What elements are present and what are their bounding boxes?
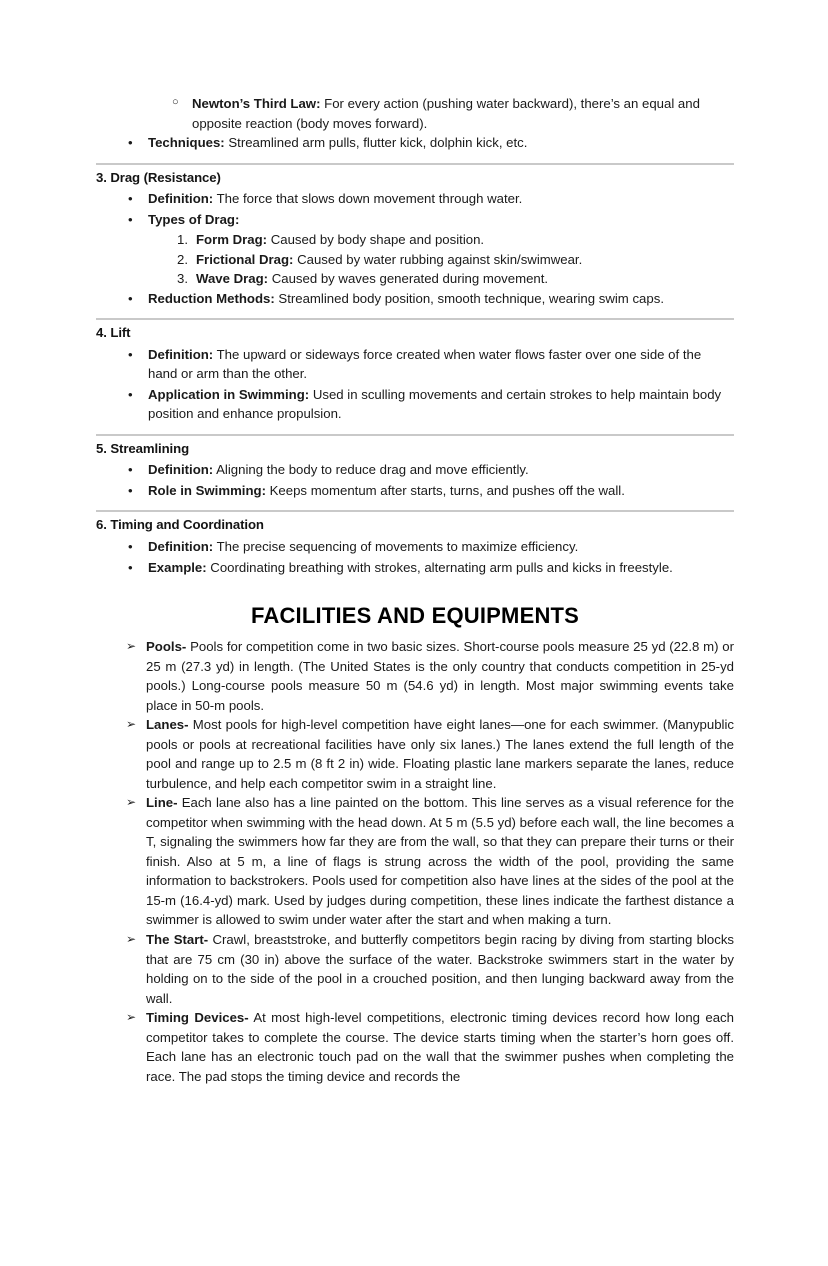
page-title: FACILITIES AND EQUIPMENTS [250, 603, 580, 629]
disc-bullet-icon: • [128, 462, 133, 478]
list-item [96, 481, 734, 501]
top-bullet-list [96, 133, 734, 153]
item-text: Each lane also has a line painted on the bottom. This line serves as a visual reference for the competitor when swimming with the head down. At 5 m (5.5 yd) before each wall, the line becomes a T, signaling the swimmers how far they are from the wall, so that they can prepare their turns or their finish. Also at 5 m, a line of flags is strung across the width of the pool, providing the same information to backstrokers. Pools used for competition also have lines at the sides of the pool at the 15-m (16.4-yd) mark. Used by judges during competition, these lines indicate the farthest distance a swimmer is allowed to swim under water after the start and when making a turn. [146, 795, 734, 928]
numbered-sublist [96, 230, 734, 289]
item-text: Streamlined body position, smooth technique, wearing swim caps. [274, 290, 664, 306]
list-item [96, 230, 734, 250]
item-text: Aligning the body to reduce drag and move efficiently. [213, 462, 529, 478]
item-text: For every action (pushing water backward), there’s an equal and opposite reaction (body moves forward). [192, 96, 700, 131]
arrow-bullet-icon: ➢ [126, 717, 137, 732]
section-bullet-list [96, 189, 734, 229]
section-bullet-list-cont [96, 289, 734, 309]
list-item [96, 210, 734, 230]
section-bullet-list [96, 460, 734, 500]
page-content [96, 94, 734, 1086]
circle-bullet-icon: ○ [172, 96, 179, 108]
list-item [96, 345, 734, 384]
list-item [96, 460, 734, 480]
disc-bullet-icon: • [128, 386, 133, 402]
list-number: 3. [177, 271, 188, 287]
item-label: Newton’s Third Law: [192, 96, 321, 111]
arrow-bullet-icon: ➢ [126, 932, 137, 946]
item-text: The upward or sideways force created when water flows faster over one side of the hand or arm than the other. [148, 346, 702, 382]
list-item [96, 289, 734, 309]
item-label: Reduction Methods: [148, 290, 275, 306]
section-heading: 5. Streamlining [96, 440, 190, 456]
list-item [96, 189, 734, 209]
section-heading: 6. Timing and Coordination [96, 517, 264, 533]
list-item [96, 1008, 734, 1086]
list-item [96, 558, 734, 578]
list-number: 1. [177, 232, 188, 248]
list-number: 2. [177, 251, 188, 267]
disc-bullet-icon: • [128, 135, 133, 151]
section-divider [96, 163, 734, 165]
item-text: Crawl, breaststroke, and butterfly competitors begin racing by diving from starting blocks that are 75 cm (30 in) above the surface of the water. Backstroke swimmers start in the water by holding on to the side of the pool in a crouched position, and then lunging backward away from the wall. [146, 932, 735, 1006]
item-text: Caused by water rubbing against skin/swimwear. [293, 251, 583, 267]
arrow-bullet-icon: ➢ [126, 1010, 137, 1025]
list-item [96, 250, 734, 270]
section-heading: 4. Lift [96, 325, 131, 341]
item-text: Keeps momentum after starts, turns, and pushes off the wall. [265, 482, 625, 498]
item-text: Coordinating breathing with strokes, alternating arm pulls and kicks in freestyle. [206, 559, 673, 575]
item-text: Caused by body shape and position. [267, 232, 485, 248]
disc-bullet-icon: • [128, 559, 133, 575]
item-label: Example: [148, 559, 207, 575]
list-item [96, 537, 734, 557]
item-text: Most pools for high-level competition have eight lanes—one for each swimmer. (Manypublic pools or pools at recreational facilities have only six lanes.) The lanes extend the full length of the pool and range up to 2.5 m (8 ft 2 in) wide. Floating plastic lane markers separate the lanes, reduce turbulence, and help each competitor swim in a straight line. [146, 717, 734, 791]
item-text: Used in sculling movements and certain strokes to help maintain body position and enhance propulsion. [148, 386, 722, 422]
item-text: Streamlined arm pulls, flutter kick, dolphin kick, etc. [224, 135, 528, 151]
section-divider [96, 510, 734, 512]
item-label: Frictional Drag: [196, 251, 294, 267]
list-item [96, 930, 734, 1008]
list-item [96, 269, 734, 289]
list-item [96, 133, 734, 153]
item-label: Techniques: [148, 135, 225, 151]
item-text: Caused by waves generated during movement. [268, 271, 549, 287]
section-heading: 3. Drag (Resistance) [96, 169, 221, 185]
item-label: Role in Swimming: [148, 482, 266, 498]
item-label: Form Drag: [196, 232, 268, 248]
item-text: The precise sequencing of movements to maximize efficiency. [213, 538, 579, 554]
item-text: At most high-level competitions, electronic timing devices record how long each competitor takes to complete the course. The device starts timing when the starter’s horn goes off. Each lane has an electronic touch pad on the wall that the swimmer pushes when completing the race. The pad stops the timing device and records the [146, 1010, 734, 1084]
arrow-bullet-icon: ➢ [126, 795, 137, 810]
item-label: Definition: [148, 191, 214, 207]
section-divider [96, 434, 734, 436]
item-label: The Start- [146, 932, 209, 947]
facilities-list [96, 637, 734, 1086]
item-label: Line- [146, 795, 178, 811]
item-label: Application in Swimming: [148, 386, 310, 402]
section-bullet-list [96, 345, 734, 424]
disc-bullet-icon: • [128, 191, 133, 207]
item-label: Definition: [148, 346, 214, 362]
list-item [96, 385, 734, 424]
list-item [96, 793, 734, 930]
item-label: Definition: [148, 462, 214, 478]
item-label: Types of Drag: [148, 211, 240, 227]
item-text: The force that slows down movement through water. [213, 191, 523, 207]
list-item [96, 94, 734, 133]
item-label: Wave Drag: [196, 271, 269, 287]
arrow-bullet-icon: ➢ [126, 639, 137, 654]
item-label: Pools- [146, 639, 187, 655]
section-divider [96, 318, 734, 320]
disc-bullet-icon: • [128, 538, 133, 554]
item-label: Timing Devices- [146, 1010, 249, 1026]
item-text: Pools for competition come in two basic sizes. Short-course pools measure 25 yd (22.8 m) or 25 m (27.3 yd) in length. (The United States is the only country that conducts competition in 25-yd pools.) Long-course pools measure 50 m (54.6 yd) in length. Most major swimming events take place in 50-m pools. [146, 639, 734, 713]
sub-bullet-list [96, 94, 734, 133]
top-continuation-block [96, 94, 734, 153]
disc-bullet-icon: • [128, 482, 133, 498]
list-item [96, 715, 734, 793]
disc-bullet-icon: • [128, 211, 133, 227]
item-label: Lanes- [146, 717, 189, 733]
disc-bullet-icon: • [128, 290, 133, 306]
section-bullet-list [96, 537, 734, 577]
list-item [96, 637, 734, 715]
disc-bullet-icon: • [128, 346, 133, 362]
item-label: Definition: [148, 538, 214, 554]
